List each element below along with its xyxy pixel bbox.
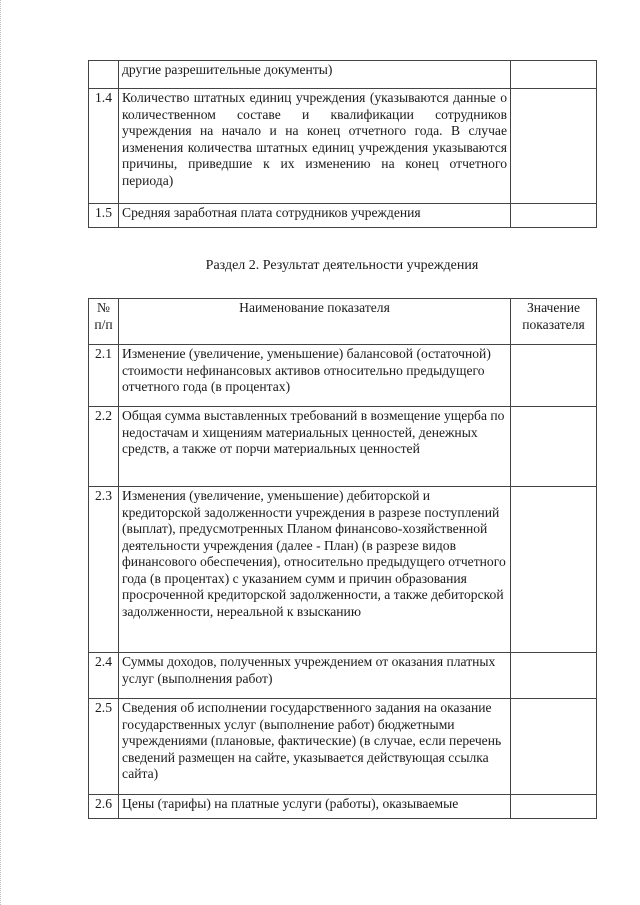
table-row — [89, 487, 597, 653]
row-number: 1.4 — [89, 89, 119, 204]
table-row — [89, 795, 597, 819]
table-row — [89, 345, 597, 407]
row-number: 1.5 — [89, 204, 119, 228]
table-section-1-continued — [88, 60, 597, 228]
row-number: 2.2 — [89, 407, 119, 487]
header-number-line2: п/п — [94, 316, 113, 332]
table-section-2 — [88, 298, 597, 819]
indicator-name: другие разрешительные документы) — [119, 61, 511, 89]
row-number: 2.6 — [89, 795, 119, 819]
indicator-value — [511, 345, 597, 407]
header-value — [511, 299, 597, 345]
section-2-title: Раздел 2. Результат деятельности учреждения — [205, 258, 479, 273]
indicator-name: Цены (тарифы) на платные услуги (работы), оказываемые — [119, 795, 511, 819]
indicator-name: Средняя заработная плата сотрудников учреждения — [119, 204, 511, 228]
indicator-name: Сведения об исполнении государственного задания на оказание государственных услуг (выполнение работ) бюджетными учреждениями (плановые, фактические) (в случае, если перечень сведений размещен на сайте, указывается действующая ссылка сайта) — [119, 699, 511, 795]
table-header-row — [89, 299, 597, 345]
indicator-value — [511, 204, 597, 228]
indicator-value — [511, 407, 597, 487]
indicator-value — [511, 89, 597, 204]
header-value-line1: Значение — [526, 300, 581, 315]
indicator-value — [511, 699, 597, 795]
indicator-name: Изменение (увеличение, уменьшение) балансовой (остаточной) стоимости нефинансовых активов относительно предыдущего отчетного года (в процентах) — [119, 345, 511, 407]
table-row — [89, 89, 597, 204]
header-number — [89, 299, 119, 345]
indicator-name: Количество штатных единиц учреждения (указываются данные о количественном составе и квалификации сотрудников учреждения на начало и на конец отчетного года. В случае изменения количества штатных единиц учреждения указываются причины, приведшие к их изменению на конец отчетного периода) — [119, 89, 511, 204]
header-number-line1: № — [97, 300, 110, 315]
row-number: 2.4 — [89, 653, 119, 699]
scan-edge — [0, 0, 7, 905]
header-value-line2: показателя — [522, 316, 585, 332]
indicator-value — [511, 61, 597, 89]
row-number — [89, 61, 119, 89]
row-number: 2.3 — [89, 487, 119, 653]
indicator-value — [511, 795, 597, 819]
indicator-name: Изменения (увеличение, уменьшение) дебиторской и кредиторской задолженности учреждения в разрезе поступлений (выплат), предусмотренных Планом финансово-хозяйственной деятельности учреждения (далее - План) (в разрезе видов финансового обеспечения), относительно предыдущего отчетного года (в процентах) с указанием сумм и причин образования просроченной кредиторской задолженности, а также дебиторской задолженности, нереальной к взысканию — [119, 487, 511, 653]
indicator-value — [511, 487, 597, 653]
table-row — [89, 204, 597, 228]
table-row — [89, 407, 597, 487]
row-number: 2.1 — [89, 345, 119, 407]
table-row — [89, 653, 597, 699]
indicator-name: Суммы доходов, полученных учреждением от оказания платных услуг (выполнения работ) — [119, 653, 511, 699]
row-number: 2.5 — [89, 699, 119, 795]
indicator-name: Общая сумма выставленных требований в возмещение ущерба по недостачам и хищениям материальных ценностей, денежных средств, а также от порчи материальных ценностей — [119, 407, 511, 487]
header-name: Наименование показателя — [119, 299, 511, 345]
table-row — [89, 61, 597, 89]
table-row — [89, 699, 597, 795]
indicator-value — [511, 653, 597, 699]
